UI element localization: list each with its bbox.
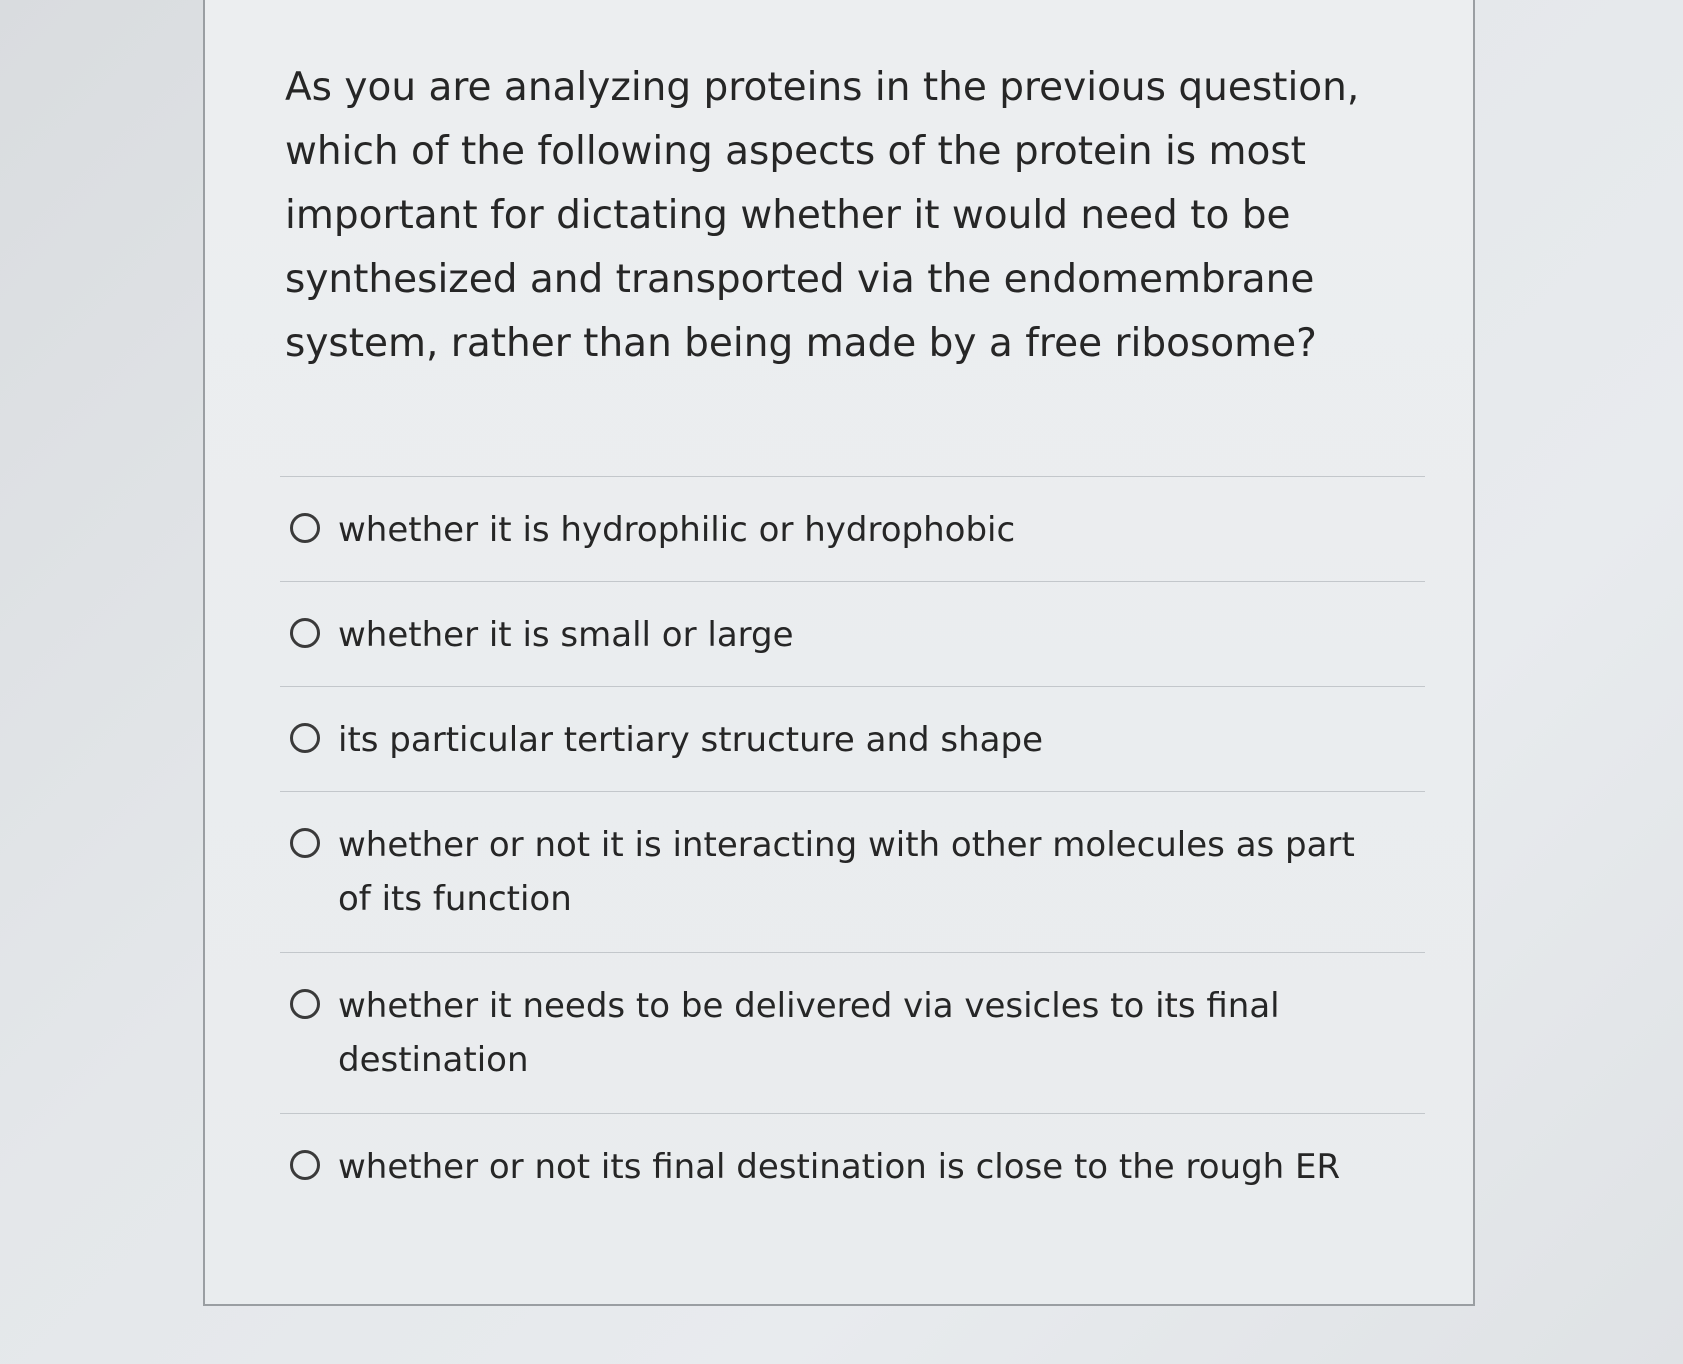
radio-icon[interactable]	[290, 723, 320, 753]
option-label[interactable]: whether or not its final destination is close to the rough ER	[338, 1147, 1341, 1187]
radio-icon[interactable]	[290, 828, 320, 858]
option-label[interactable]: whether or not it is interacting with other molecules as part of its function	[338, 825, 1355, 919]
option-label[interactable]: whether it is small or large	[338, 615, 794, 655]
option-4[interactable]	[280, 792, 1425, 952]
option-label[interactable]: whether it needs to be delivered via vesicles to its final destination	[338, 986, 1280, 1080]
option-label[interactable]: whether it is hydrophilic or hydrophobic	[338, 510, 1016, 550]
option-1[interactable]	[280, 477, 1425, 581]
radio-icon[interactable]	[290, 989, 320, 1019]
option-5[interactable]	[280, 953, 1425, 1113]
option-6[interactable]	[280, 1114, 1425, 1224]
answer-options	[280, 476, 1425, 1224]
option-label[interactable]: its particular tertiary structure and shape	[338, 720, 1044, 760]
question-text: As you are analyzing proteins in the previous question, which of the following aspects of the protein is most important for dictating whether it would need to be synthesized and transported via the endomembrane system, rather than being made by a free ribosome?	[285, 65, 1360, 366]
option-2[interactable]	[280, 582, 1425, 686]
radio-icon[interactable]	[290, 1150, 320, 1180]
question-panel	[203, 0, 1475, 1306]
radio-icon[interactable]	[290, 618, 320, 648]
radio-icon[interactable]	[290, 513, 320, 543]
option-3[interactable]	[280, 687, 1425, 791]
